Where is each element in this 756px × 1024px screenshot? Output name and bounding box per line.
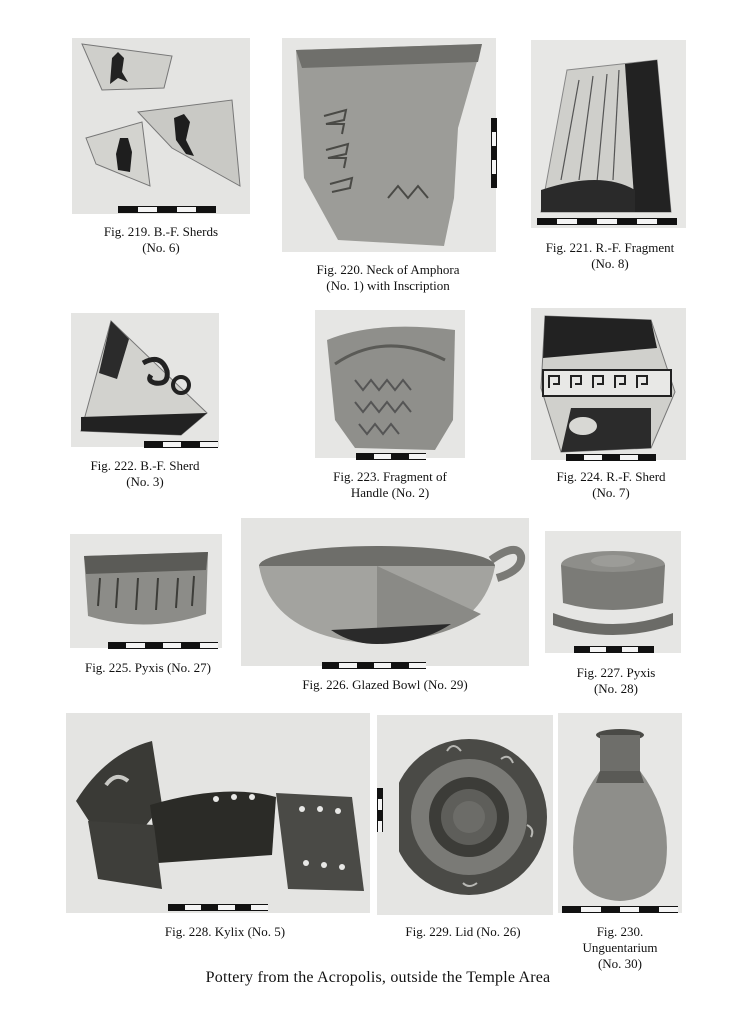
- scale-bar: [168, 904, 268, 911]
- scale-bar: [562, 906, 678, 913]
- caption-fig-226: Fig. 226. Glazed Bowl (No. 29): [302, 677, 468, 692]
- scale-bar-vertical: [491, 118, 497, 188]
- scale-bar: [118, 206, 216, 213]
- scale-bar-vertical: [377, 788, 383, 832]
- caption-fig-222: Fig. 222. B.-F. Sherd (No. 3): [90, 458, 200, 489]
- scale-bar: [356, 453, 426, 460]
- caption-fig-220: Fig. 220. Neck of Amphora (No. 1) with Inscription: [316, 262, 460, 293]
- photo-pyxis-28: [545, 531, 681, 653]
- photo-pyxis-27: [70, 534, 222, 648]
- photo-glazed-bowl: [241, 518, 529, 666]
- scale-bar: [108, 642, 218, 649]
- caption-fig-224: Fig. 224. R.-F. Sherd (No. 7): [556, 469, 666, 500]
- caption-fig-221: Fig. 221. R.-F. Fragment (No. 8): [545, 240, 675, 271]
- scale-bar: [566, 454, 656, 461]
- plate-caption: Pottery from the Acropolis, outside the Temple Area: [205, 969, 551, 986]
- caption-fig-225: Fig. 225. Pyxis (No. 27): [84, 660, 212, 675]
- photo-bf-sherd: [71, 313, 219, 447]
- photo-rf-fragment: [531, 40, 686, 228]
- photo-rf-sherd: [531, 308, 686, 460]
- scale-bar: [322, 662, 426, 669]
- photo-bf-sherds: [72, 38, 250, 214]
- photo-lid: [377, 715, 553, 915]
- caption-fig-227: Fig. 227. Pyxis (No. 28): [576, 665, 656, 696]
- caption-fig-230: Fig. 230. Unguentarium (No. 30): [582, 924, 658, 971]
- photo-kylix: [66, 713, 370, 913]
- caption-fig-219: Fig. 219. B.-F. Sherds (No. 6): [103, 224, 219, 255]
- scale-bar: [144, 441, 218, 448]
- photo-handle-fragment: [315, 310, 465, 458]
- photo-amphora-neck: [282, 38, 496, 252]
- photo-unguentarium: [558, 713, 682, 913]
- scale-bar: [574, 646, 654, 653]
- caption-fig-229: Fig. 229. Lid (No. 26): [405, 924, 521, 939]
- caption-fig-228: Fig. 228. Kylix (No. 5): [164, 924, 286, 939]
- caption-fig-223: Fig. 223. Fragment of Handle (No. 2): [333, 469, 447, 500]
- scale-bar: [537, 218, 677, 225]
